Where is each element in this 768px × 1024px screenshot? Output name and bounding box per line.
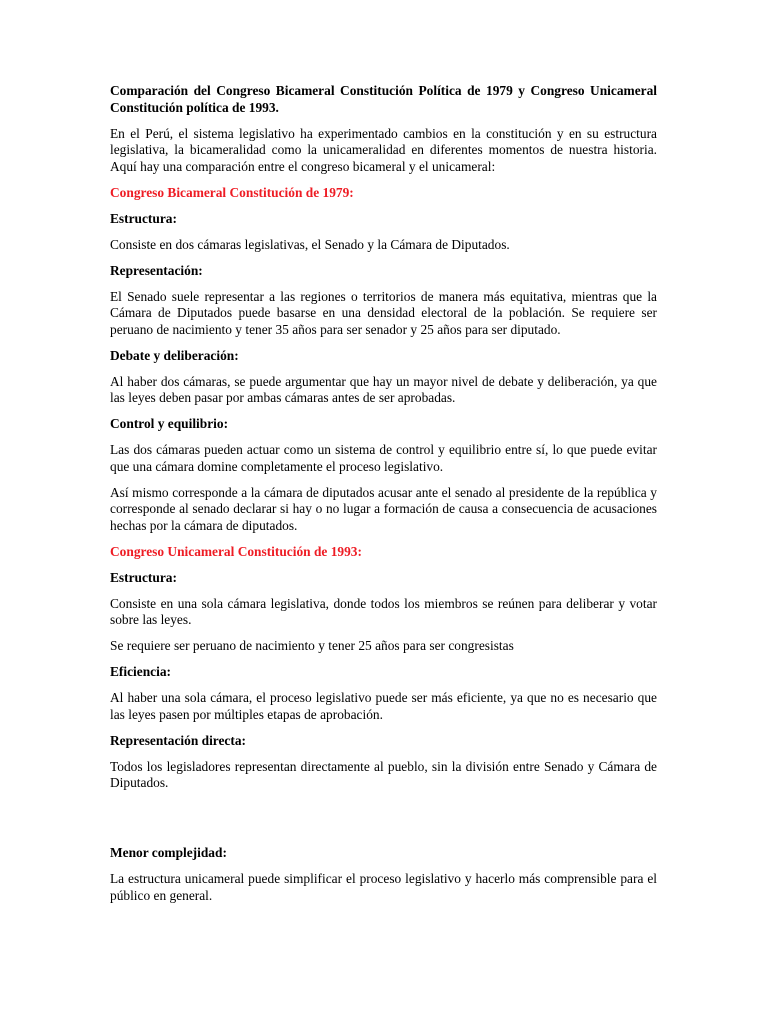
- subheading-estructura-bicameral: Estructura:: [110, 210, 177, 226]
- paragraph-representacion-bicameral: El Senado suele representar a las regiones o territorios de manera más equitativa, mientras que la Cámara de Diputados puede basarse en una densidad electoral de la población. Se requiere ser peruano de nacimiento y tener 35 años para ser senador y 25 años para ser diputado.: [110, 288, 657, 337]
- paragraph-acusacion: Así mismo corresponde a la cámara de diputados acusar ante el senado al presidente de la república y corresponde al senado declarar si hay o no lugar a formación de causa a consecuencia de acusaciones hechas por la cámara de diputados.: [110, 484, 657, 533]
- paragraph-estructura-bicameral: Consiste en dos cámaras legislativas, el Senado y la Cámara de Diputados.: [110, 236, 510, 252]
- paragraph-representacion-directa: Todos los legisladores representan directamente al pueblo, sin la división entre Senado y Cámara de Diputados.: [110, 758, 657, 790]
- subheading-eficiencia: Eficiencia:: [110, 664, 171, 679]
- subheading-debate: Debate y deliberación:: [110, 347, 239, 363]
- document-title: Comparación del Congreso Bicameral Constitución Política de 1979 y Congreso Unicameral Constitución política de 1993.: [110, 83, 657, 115]
- intro-paragraph: En el Perú, el sistema legislativo ha experimentado cambios en la constitución y en su estructura legislativa, la bicameralidad como la unicameralidad en diferentes momentos de nuestra historia. Aquí hay una comparación entre el congreso bicameral y el unicameral:: [110, 125, 657, 174]
- subheading-representacion-directa: Representación directa:: [110, 732, 246, 748]
- document-body: [110, 83, 657, 914]
- paragraph-complejidad: La estructura unicameral puede simplificar el proceso legislativo y hacerlo más comprensible para el público en general.: [110, 871, 657, 903]
- paragraph-control: Las dos cámaras pueden actuar como un sistema de control y equilibrio entre sí, lo que puede evitar que una cámara domine completamente el proceso legislativo.: [110, 442, 657, 474]
- paragraph-eficiencia: Al haber una sola cámara, el proceso legislativo puede ser más eficiente, ya que no es necesario que las leyes pasen por múltiples etapas de aprobación.: [110, 690, 657, 722]
- paragraph-debate: Al haber dos cámaras, se puede argumentar que hay un mayor nivel de debate y deliberación, ya que las leyes deben pasar por ambas cámaras antes de ser aprobadas.: [110, 373, 657, 405]
- paragraph-requisito: Se requiere ser peruano de nacimiento y tener 25 años para ser congresistas: [110, 638, 514, 653]
- subheading-estructura-unicameral: Estructura:: [110, 569, 177, 585]
- subheading-control: Control y equilibrio:: [110, 416, 229, 431]
- blank-space: [110, 801, 657, 845]
- paragraph-estructura-unicameral: Consiste en una sola cámara legislativa, donde todos los miembros se reúnen para deliberar y votar sobre las leyes.: [110, 595, 657, 627]
- subheading-representacion-bicameral: Representación:: [110, 262, 203, 278]
- section-heading-bicameral: Congreso Bicameral Constitución de 1979:: [110, 184, 354, 200]
- section-heading-unicameral: Congreso Unicameral Constitución de 1993:: [110, 543, 362, 559]
- subheading-complejidad: Menor complejidad:: [110, 845, 227, 860]
